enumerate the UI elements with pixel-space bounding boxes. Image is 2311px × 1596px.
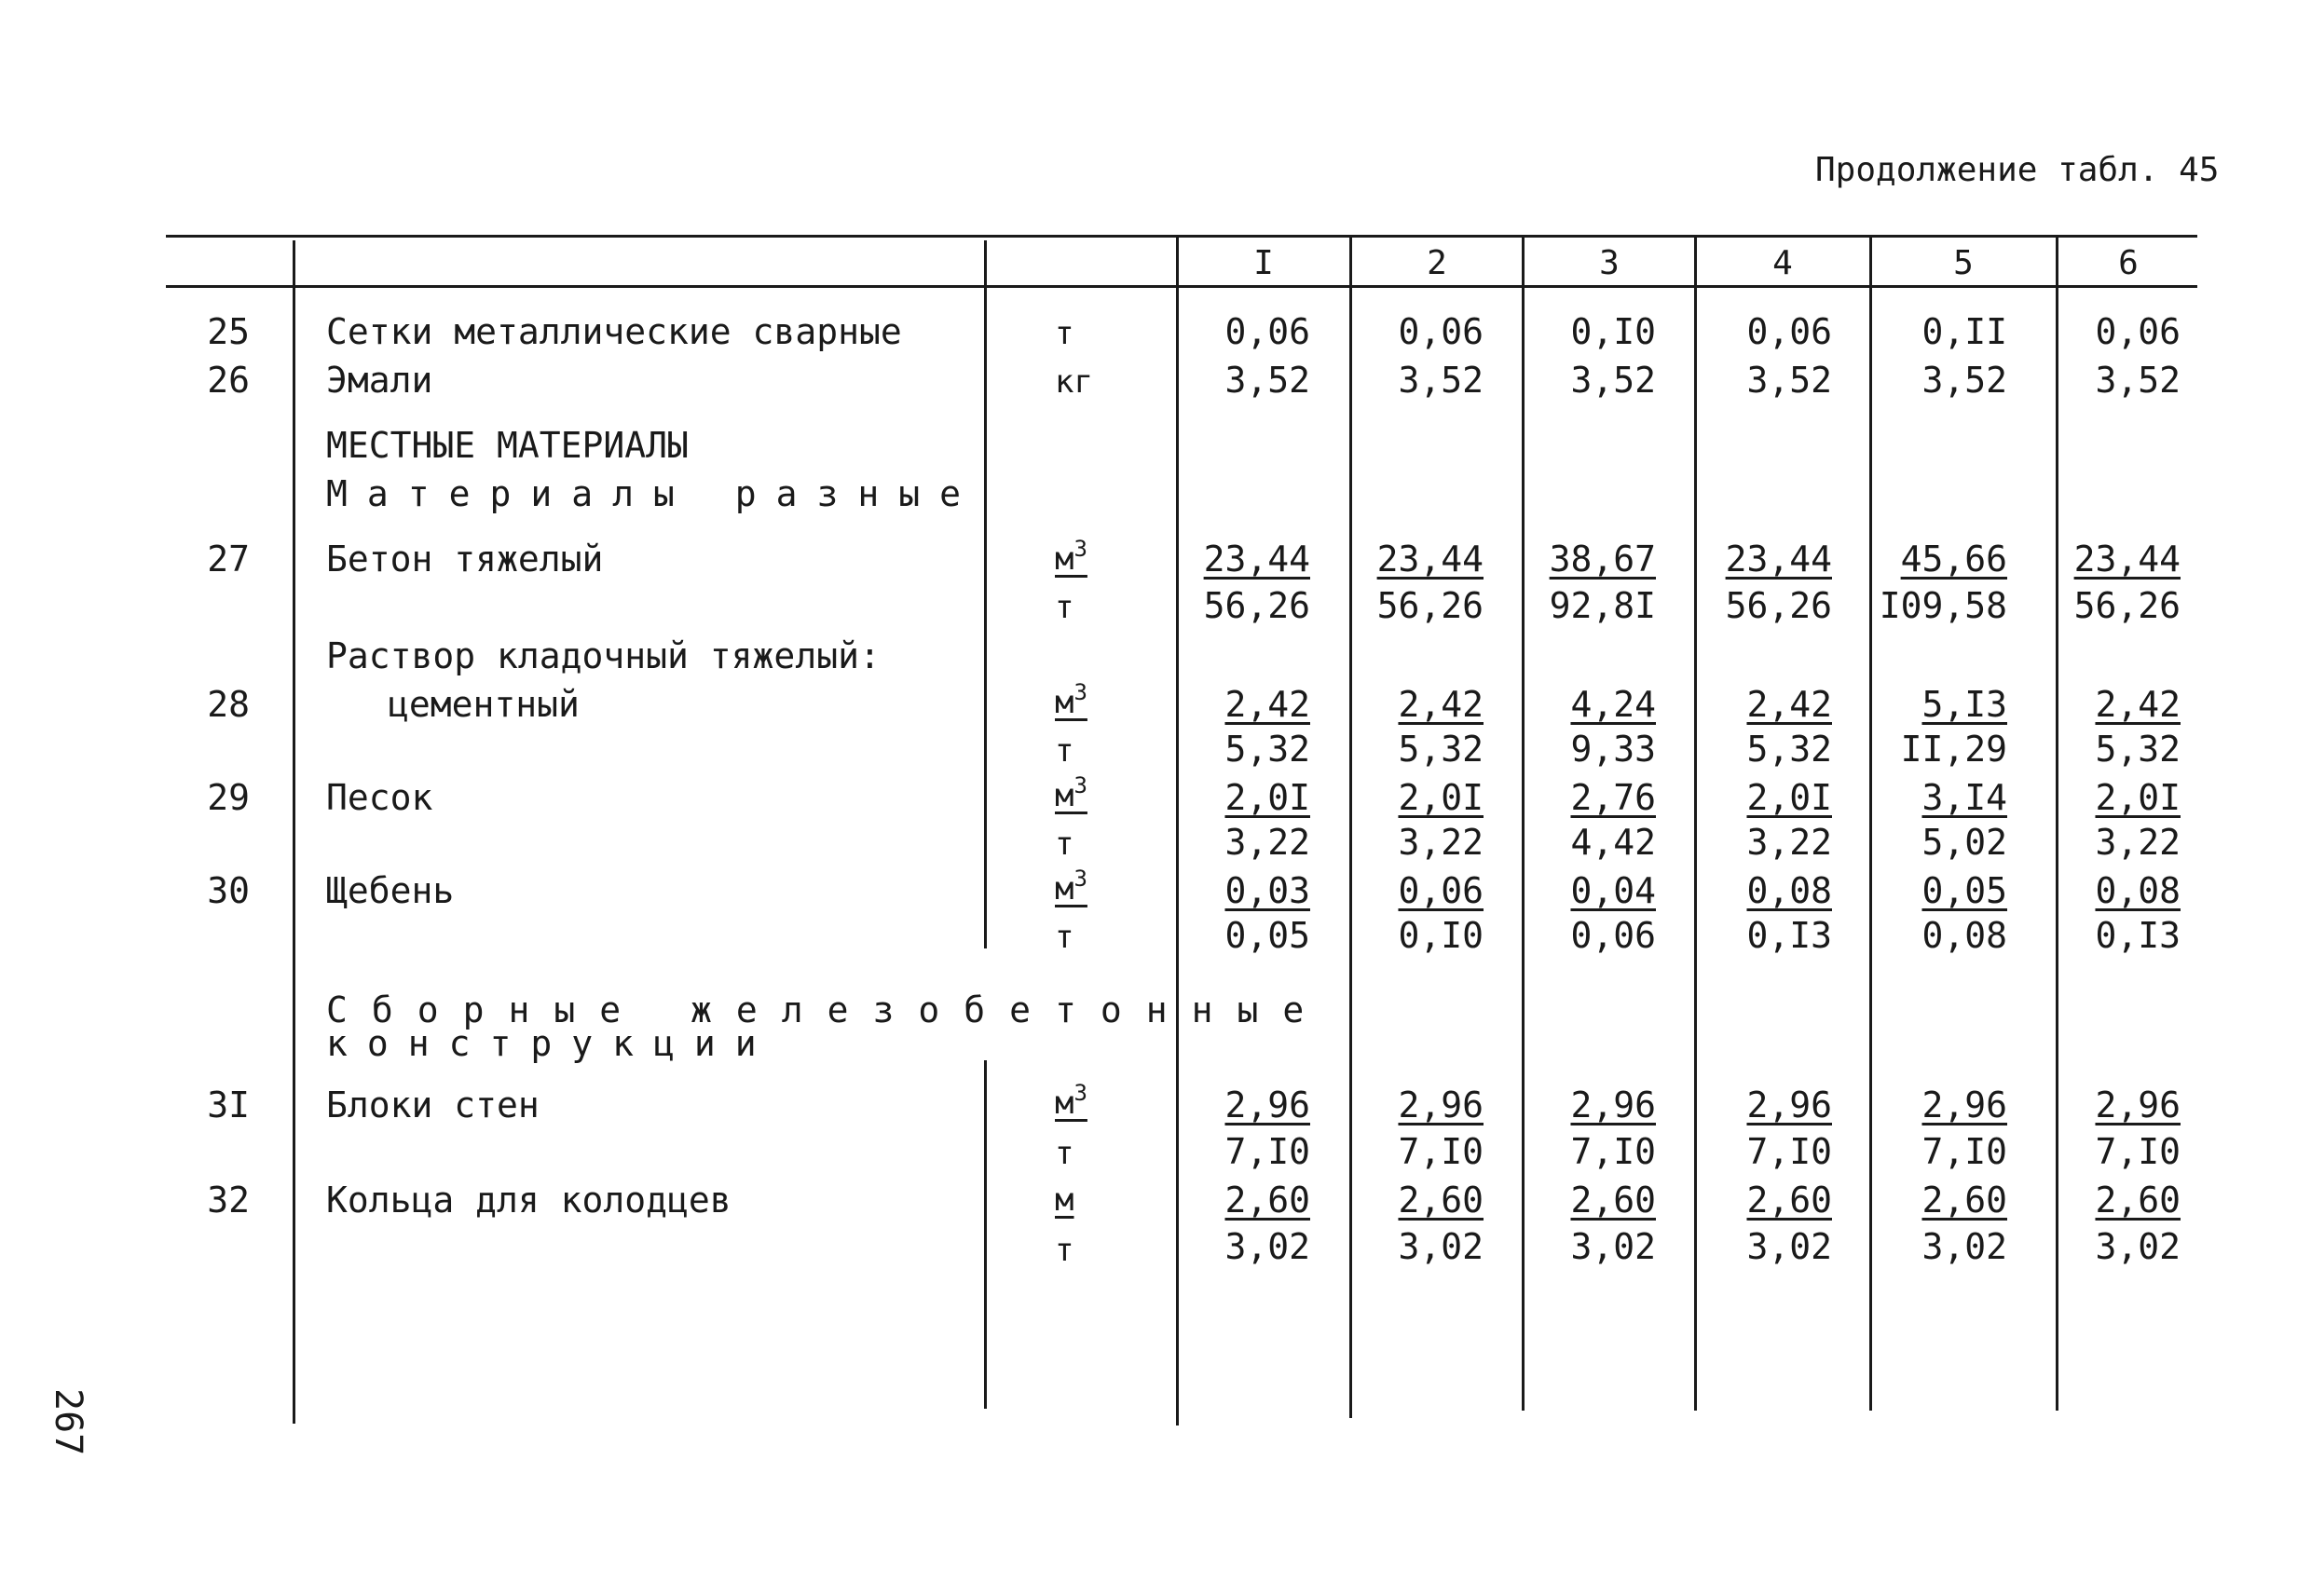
row-unit-volume: $м^3$ (1055, 1080, 1087, 1122)
row-unit-volume: $м^3$ (1055, 772, 1087, 814)
row-number: 27 (207, 539, 250, 580)
section-heading-local-materials: МЕСТНЫЕ МАТЕРИАЛЫ (326, 425, 689, 466)
value-cell: 2,60 (1921, 1180, 2007, 1221)
section-heading-structures: конструкции (326, 1023, 776, 1064)
value-cell: 3,02 (1398, 1226, 1484, 1267)
value-cell: 0,05 (1224, 915, 1310, 956)
value-cell: 0,06 (1224, 311, 1310, 352)
value-cell: 7,I0 (1570, 1131, 1656, 1172)
row-unit: кг (1055, 363, 1093, 401)
column-number-5: 5 (1953, 244, 1974, 282)
row-unit-mass: т (1055, 1232, 1074, 1269)
value-cell: 3,52 (2095, 360, 2181, 401)
row-number: 32 (207, 1180, 250, 1221)
value-cell: 45,66 (1900, 539, 2007, 580)
row-unit-mass: т (1055, 825, 1074, 863)
row-unit-mass: т (1055, 589, 1074, 626)
value-cell: 2,60 (1570, 1180, 1656, 1221)
value-cell: 0,08 (1746, 870, 1832, 911)
value-cell: 3,02 (1746, 1226, 1832, 1267)
value-cell: 3,52 (1570, 360, 1656, 401)
value-cell: 0,06 (1398, 311, 1484, 352)
value-cell: 4,42 (1570, 822, 1656, 863)
column-rule-name-left (293, 240, 295, 1424)
row-name: Щебень (326, 870, 455, 911)
value-cell: 2,96 (1921, 1084, 2007, 1125)
value-cell: 23,44 (1725, 539, 1832, 580)
value-cell: 5,32 (1398, 729, 1484, 770)
value-cell: 3,02 (1921, 1226, 2007, 1267)
value-cell: 3,22 (2095, 822, 2181, 863)
value-cell: 0,06 (2095, 311, 2181, 352)
value-cell: 0,08 (1921, 915, 2007, 956)
value-cell: 9,33 (1570, 729, 1656, 770)
column-rule-unit-left-lower (984, 1060, 987, 1409)
value-cell: 5,32 (1224, 729, 1310, 770)
value-cell: 56,26 (1725, 585, 1832, 626)
row-number: 25 (207, 311, 250, 352)
value-cell: 4,24 (1570, 684, 1656, 725)
row-name: Эмали (326, 360, 433, 401)
row-name: Бетон тяжелый (326, 539, 604, 580)
row-name: Песок (326, 777, 433, 818)
value-cell: 3,52 (1746, 360, 1832, 401)
row-number: 26 (207, 360, 250, 401)
section-heading-mortar: Раствор кладочный тяжелый: (326, 635, 881, 676)
column-number-2: 2 (1427, 244, 1447, 282)
value-cell: 0,06 (1746, 311, 1832, 352)
value-cell: 3,22 (1398, 822, 1484, 863)
column-rule-col4-left (1694, 235, 1697, 1411)
row-number: 30 (207, 870, 250, 911)
row-unit-mass: т (1055, 919, 1074, 956)
row-unit-mass: т (1055, 1135, 1074, 1172)
value-cell: 2,0I (1224, 777, 1310, 818)
value-cell: 2,0I (2095, 777, 2181, 818)
column-rule-col5-left (1869, 235, 1872, 1411)
table-continuation-heading: Продолжение табл. 45 (1815, 151, 2220, 189)
value-cell: 92,8I (1549, 585, 1656, 626)
value-cell: 5,02 (1921, 822, 2007, 863)
value-cell: 3,02 (1570, 1226, 1656, 1267)
value-cell: 0,03 (1224, 870, 1310, 911)
value-cell: 7,I0 (1746, 1131, 1832, 1172)
section-heading-precast-concrete: Сборные железобетонные (326, 989, 1329, 1030)
value-cell: 56,26 (1203, 585, 1310, 626)
row-name: цементный (388, 684, 580, 725)
row-unit-length: м (1055, 1181, 1074, 1219)
column-number-6: 6 (2118, 244, 2139, 282)
value-cell: 23,44 (1376, 539, 1484, 580)
column-rule-col1-left (1176, 235, 1179, 1425)
row-name: Сетки металлические сварные (326, 311, 902, 352)
value-cell: 56,26 (1376, 585, 1484, 626)
value-cell: 2,42 (1398, 684, 1484, 725)
value-cell: 3,52 (1398, 360, 1484, 401)
column-rule-col3-left (1522, 235, 1525, 1411)
value-cell: 3,52 (1224, 360, 1310, 401)
value-cell: 0,II (1921, 311, 2007, 352)
value-cell: 5,32 (2095, 729, 2181, 770)
value-cell: 3,52 (1921, 360, 2007, 401)
value-cell: 2,96 (1570, 1084, 1656, 1125)
value-cell: 3,02 (1224, 1226, 1310, 1267)
row-name: Блоки стен (326, 1084, 540, 1125)
value-cell: 0,I3 (1746, 915, 1832, 956)
row-unit: т (1055, 315, 1074, 352)
value-cell: 7,I0 (1224, 1131, 1310, 1172)
value-cell: 2,0I (1746, 777, 1832, 818)
value-cell: 56,26 (2073, 585, 2181, 626)
row-number: 3I (207, 1084, 250, 1125)
value-cell: 3,I4 (1921, 777, 2007, 818)
value-cell: 2,42 (1746, 684, 1832, 725)
value-cell: 2,96 (1224, 1084, 1310, 1125)
value-cell: 0,I0 (1398, 915, 1484, 956)
table-top-rule (166, 235, 2197, 238)
value-cell: 5,32 (1746, 729, 1832, 770)
value-cell: 23,44 (1203, 539, 1310, 580)
value-cell: 2,0I (1398, 777, 1484, 818)
value-cell: 23,44 (2073, 539, 2181, 580)
row-unit-volume: $м^3$ (1055, 866, 1087, 907)
column-rule-col6-left (2056, 235, 2058, 1411)
row-number: 28 (207, 684, 250, 725)
value-cell: 2,60 (1746, 1180, 1832, 1221)
value-cell: 0,06 (1570, 915, 1656, 956)
value-cell: I09,58 (1879, 585, 2007, 626)
value-cell: 0,05 (1921, 870, 2007, 911)
table-header-rule (166, 285, 2197, 288)
value-cell: 2,60 (1398, 1180, 1484, 1221)
value-cell: 2,96 (1746, 1084, 1832, 1125)
section-heading-misc-materials: Материалы разные (326, 473, 981, 514)
value-cell: II,29 (1900, 729, 2007, 770)
value-cell: 0,08 (2095, 870, 2181, 911)
value-cell: 0,I0 (1570, 311, 1656, 352)
value-cell: 3,02 (2095, 1226, 2181, 1267)
value-cell: 7,I0 (1921, 1131, 2007, 1172)
value-cell: 7,I0 (2095, 1131, 2181, 1172)
value-cell: 38,67 (1549, 539, 1656, 580)
row-unit-volume: $м^3$ (1055, 536, 1087, 578)
value-cell: 2,76 (1570, 777, 1656, 818)
column-rule-col2-left (1349, 235, 1352, 1418)
value-cell: 3,22 (1746, 822, 1832, 863)
column-number-1: I (1253, 244, 1274, 282)
page-number: 267 (47, 1388, 89, 1456)
value-cell: 7,I0 (1398, 1131, 1484, 1172)
column-number-4: 4 (1772, 244, 1793, 282)
value-cell: 2,96 (2095, 1084, 2181, 1125)
value-cell: 2,96 (1398, 1084, 1484, 1125)
row-unit-volume: $м^3$ (1055, 679, 1087, 721)
value-cell: 0,I3 (2095, 915, 2181, 956)
row-unit-mass: т (1055, 732, 1074, 770)
value-cell: 2,42 (1224, 684, 1310, 725)
column-number-3: 3 (1599, 244, 1620, 282)
value-cell: 2,42 (2095, 684, 2181, 725)
value-cell: 2,60 (1224, 1180, 1310, 1221)
column-rule-unit-left-upper (984, 240, 987, 948)
row-number: 29 (207, 777, 250, 818)
value-cell: 5,I3 (1921, 684, 2007, 725)
value-cell: 3,22 (1224, 822, 1310, 863)
value-cell: 2,60 (2095, 1180, 2181, 1221)
value-cell: 0,04 (1570, 870, 1656, 911)
row-name: Кольца для колодцев (326, 1180, 732, 1221)
value-cell: 0,06 (1398, 870, 1484, 911)
